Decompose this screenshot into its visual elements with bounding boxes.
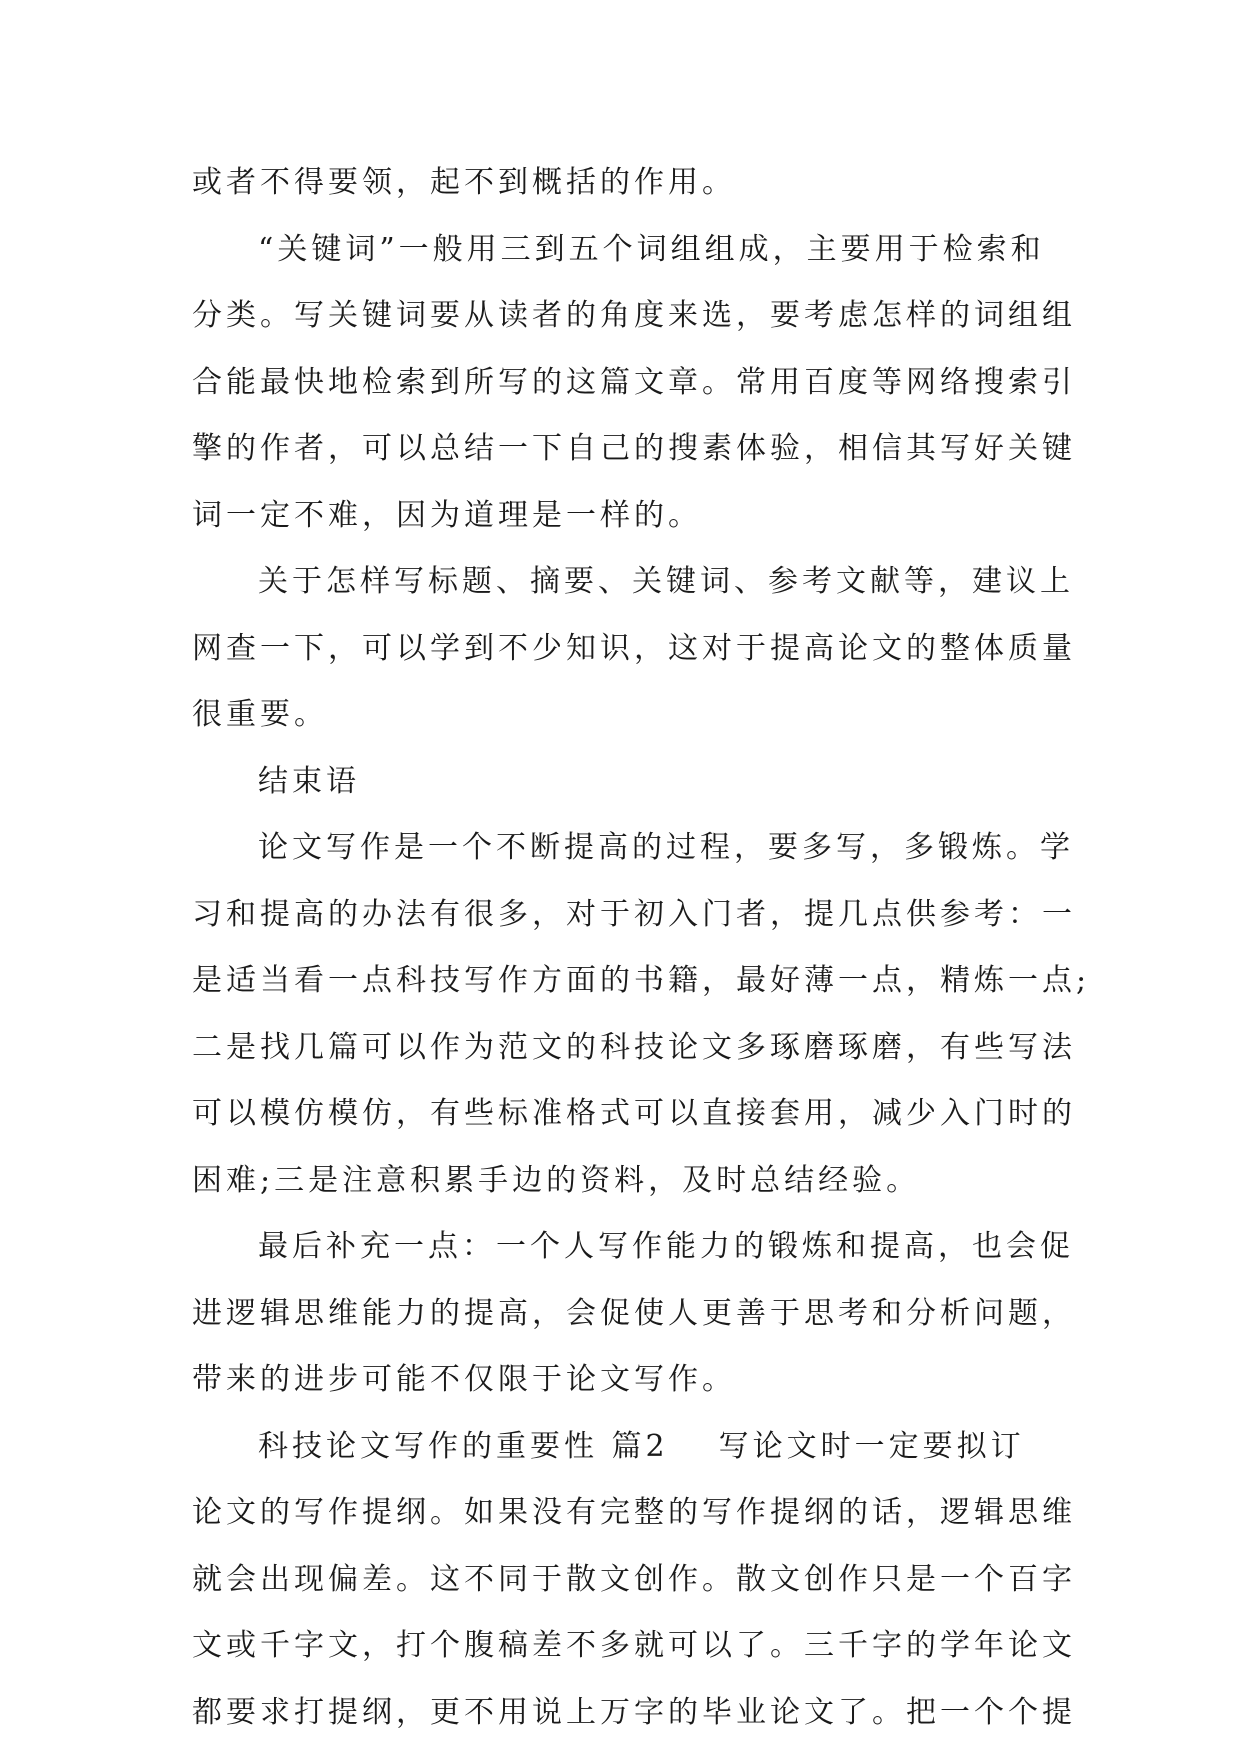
paragraph-line: 论文的写作提纲。如果没有完整的写作提纲的话，逻辑思维 (192, 1495, 1076, 1530)
document-page (192, 150, 1091, 1746)
paragraph-line: 擎的作者，可以总结一下自己的搜素体验，相信其写好关键 (192, 431, 1076, 466)
paragraph-line: 或者不得要领，起不到概括的作用。 (192, 165, 736, 200)
section-heading: 结束语 (258, 763, 360, 799)
paragraph-line: 词一定不难，因为道理是一样的。 (192, 497, 702, 533)
paragraph-line: 很重要。 (192, 697, 328, 732)
paragraph-line: 都要求打提纲，更不用说上万字的毕业论文了。把一个个提 (192, 1694, 1076, 1730)
paragraph-line: 可以模仿模仿，有些标准格式可以直接套用，减少入门时的 (192, 1096, 1076, 1131)
paragraph-line: 习和提高的办法有很多，对于初入门者，提几点供参考：一 (192, 896, 1076, 932)
paragraph-line: 就会出现偏差。这不同于散文创作。散文创作只是一个百字 (192, 1561, 1076, 1597)
paragraph-line: 困难;三是注意积累手边的资料，及时总结经验。 (192, 1162, 921, 1198)
paragraph-line: 网查一下，可以学到不少知识，这对于提高论文的整体质量 (192, 630, 1076, 666)
paragraph-line: 是适当看一点科技写作方面的书籍，最好薄一点，精炼一点; (192, 963, 1091, 998)
paragraph-line: 合能最快地检索到所写的这篇文章。常用百度等网络搜索引 (192, 364, 1076, 400)
paragraph-line: 论文写作是一个不断提高的过程，要多写，多锻炼。学 (258, 830, 1074, 865)
section-title: 科技论文写作的重要性 篇2 (258, 1428, 669, 1464)
paragraph-line: 二是找几篇可以作为范文的科技论文多琢磨琢磨，有些写法 (192, 1029, 1076, 1065)
paragraph-start: 写论文时一定要拟订 (718, 1428, 1025, 1464)
paragraph-line: 分类。写关键词要从读者的角度来选，要考虑怎样的词组组 (192, 298, 1076, 333)
paragraph-line: 最后补充一点：一个人写作能力的锻炼和提高，也会促 (258, 1229, 1074, 1264)
paragraph-line: 关于怎样写标题、摘要、关键词、参考文献等，建议上 (258, 564, 1074, 599)
section-title-line (192, 1414, 1052, 1481)
paragraph-line: “关键词”一般用三到五个词组组成，主要用于检索和 (258, 231, 1045, 267)
paragraph-line: 进逻辑思维能力的提高，会促使人更善于思考和分析问题， (192, 1295, 1076, 1331)
paragraph-line: 文或千字文，打个腹稿差不多就可以了。三千字的学年论文 (192, 1628, 1076, 1663)
paragraph-line: 带来的进步可能不仅限于论文写作。 (192, 1362, 736, 1397)
